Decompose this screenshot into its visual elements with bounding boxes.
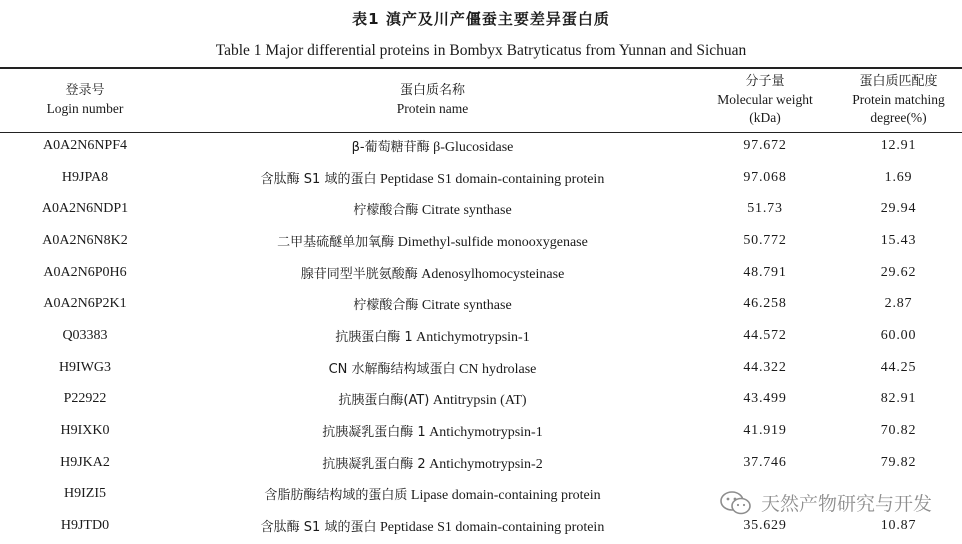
protein-name-en: Peptidase S1 domain-containing protein	[379, 171, 605, 187]
table-row	[0, 130, 962, 162]
protein-name-cn: 抗胰凝乳蛋白酶 1	[322, 425, 426, 441]
protein-name-cell	[170, 130, 695, 162]
header-unit: (kDa)	[749, 110, 781, 125]
protein-name-cn: 柠檬酸合酶	[353, 203, 419, 219]
matching-degree-cell: 15.43	[880, 232, 917, 248]
protein-name-en: Antitrypsin (AT)	[432, 393, 527, 409]
table-body	[0, 130, 962, 542]
table-row	[0, 288, 962, 320]
login-number-cell: A0A2N6P0H6	[43, 264, 127, 280]
matching-degree-cell: 12.91	[880, 137, 917, 153]
matching-degree-cell: 29.94	[880, 201, 917, 217]
protein-name-cell	[170, 479, 695, 511]
protein-name-cn: 含脂肪酶结构域的蛋白质	[264, 488, 408, 504]
protein-name-en: Antichymotrypsin-1	[429, 425, 543, 441]
matching-degree-cell: 10.87	[880, 518, 917, 534]
login-number-cell: H9JKA2	[60, 454, 110, 470]
protein-name-cn: 含肽酶 S1 域的蛋白	[260, 171, 377, 187]
table-caption-en: Table 1 Major differential proteins in Bombyx Batryticatus from Yunnan and Sichuan	[215, 42, 747, 59]
header-login-number	[0, 70, 170, 130]
header-en: Login number	[46, 101, 124, 116]
molecular-weight-cell: 41.919	[743, 423, 787, 439]
table-row	[0, 193, 962, 225]
protein-name-cell	[170, 257, 695, 289]
protein-table	[0, 70, 962, 542]
protein-name-cell	[170, 320, 695, 352]
molecular-weight-cell: 44.572	[743, 327, 787, 343]
header-molecular-weight	[695, 70, 835, 130]
header-protein-name	[170, 70, 695, 130]
header-en: Molecular weight	[717, 92, 813, 107]
login-number-cell: H9JPA8	[61, 169, 109, 185]
table-row	[0, 447, 962, 479]
protein-name-en: Citrate synthase	[421, 203, 512, 219]
protein-name-cell	[170, 415, 695, 447]
protein-name-cn: β-葡萄糖苷酶	[351, 139, 430, 155]
table-row	[0, 225, 962, 257]
table-caption-cn: 表1 滇产及川产僵蚕主要差异蛋白质	[352, 10, 610, 28]
protein-name-en: Antichymotrypsin-2	[429, 456, 543, 472]
table-row	[0, 415, 962, 447]
protein-name-cell	[170, 288, 695, 320]
login-number-cell: A0A2N6NPF4	[42, 137, 127, 153]
matching-degree-cell: 70.82	[880, 423, 917, 439]
table-row	[0, 162, 962, 194]
protein-name-en: Peptidase S1 domain-containing protein	[379, 520, 605, 536]
protein-name-cell	[170, 384, 695, 416]
matching-degree-cell: 2.87	[884, 296, 913, 312]
molecular-weight-cell: 35.629	[743, 518, 787, 534]
watermark-text: 天然产物研究与开发	[760, 493, 932, 515]
login-number-cell: A0A2N6NDP1	[41, 201, 129, 217]
protein-name-en: Antichymotrypsin-1	[416, 329, 530, 345]
header-cn: 登录号	[65, 83, 105, 98]
table-row	[0, 352, 962, 384]
header-cn: 蛋白质名称	[399, 83, 465, 98]
molecular-weight-cell: 51.73	[747, 201, 783, 217]
protein-name-cn: 腺苷同型半胱氨酸酶	[300, 266, 418, 282]
header-unit: degree(%)	[870, 110, 927, 125]
matching-degree-cell: 44.25	[880, 359, 917, 375]
protein-name-cell	[170, 162, 695, 194]
protein-name-en: Adenosylhomocysteinase	[421, 266, 565, 282]
protein-name-cn: 抗胰蛋白酶(AT)	[338, 393, 430, 409]
login-number-cell: Q03383	[62, 327, 108, 343]
protein-name-en: Dimethyl-sulfide monooxygenase	[397, 234, 588, 250]
molecular-weight-cell: 43.499	[743, 391, 787, 407]
molecular-weight-cell: 46.258	[743, 296, 787, 312]
protein-name-cn: 柠檬酸合酶	[353, 298, 419, 314]
protein-name-en: Lipase domain-containing protein	[410, 488, 601, 504]
matching-degree-cell: 79.82	[880, 454, 917, 470]
molecular-weight-cell: 44.322	[743, 359, 787, 375]
login-number-cell: P22922	[63, 391, 107, 407]
matching-degree-cell: 29.62	[880, 264, 917, 280]
protein-name-cell	[170, 225, 695, 257]
protein-name-en: Citrate synthase	[421, 298, 512, 314]
table-row	[0, 320, 962, 352]
protein-name-en: β-Glucosidase	[433, 139, 514, 155]
molecular-weight-cell: 37.746	[743, 454, 787, 470]
protein-name-cn: 二甲基硫醚单加氧酶	[277, 234, 395, 250]
header-matching-degree	[835, 70, 962, 130]
molecular-weight-cell: 97.068	[743, 169, 787, 185]
molecular-weight-cell: 48.791	[743, 264, 787, 280]
protein-name-cell	[170, 193, 695, 225]
protein-name-cn: CN 水解酶结构域蛋白	[328, 361, 456, 377]
protein-name-en: CN hydrolase	[459, 361, 537, 377]
matching-degree-cell: 82.91	[880, 391, 917, 407]
protein-name-cn: 抗胰蛋白酶 1	[335, 329, 413, 345]
login-number-cell: A0A2N6N8K2	[42, 232, 128, 248]
protein-name-cell	[170, 510, 695, 542]
header-cn: 分子量	[745, 74, 785, 89]
watermark	[719, 489, 932, 516]
protein-name-cn: 抗胰凝乳蛋白酶 2	[322, 456, 426, 472]
top-rule	[0, 67, 962, 69]
matching-degree-cell: 60.00	[880, 327, 917, 343]
molecular-weight-cell: 50.772	[743, 232, 787, 248]
protein-name-cell	[170, 447, 695, 479]
login-number-cell: H9JTD0	[60, 518, 110, 534]
header-en: Protein name	[396, 101, 469, 116]
login-number-cell: H9IZI5	[64, 486, 106, 502]
protein-name-cn: 含肽酶 S1 域的蛋白	[260, 520, 377, 536]
login-number-cell: H9IXK0	[60, 423, 110, 439]
wechat-icon	[719, 490, 753, 516]
header-row	[0, 70, 962, 130]
header-cn: 蛋白质匹配度	[859, 74, 938, 89]
table-row	[0, 384, 962, 416]
protein-name-cell	[170, 352, 695, 384]
header-en: Protein matching	[852, 92, 945, 107]
matching-degree-cell: 1.69	[884, 169, 913, 185]
molecular-weight-cell: 97.672	[743, 137, 787, 153]
login-number-cell: H9IWG3	[58, 359, 112, 375]
login-number-cell: A0A2N6P2K1	[43, 296, 127, 312]
table-row	[0, 257, 962, 289]
